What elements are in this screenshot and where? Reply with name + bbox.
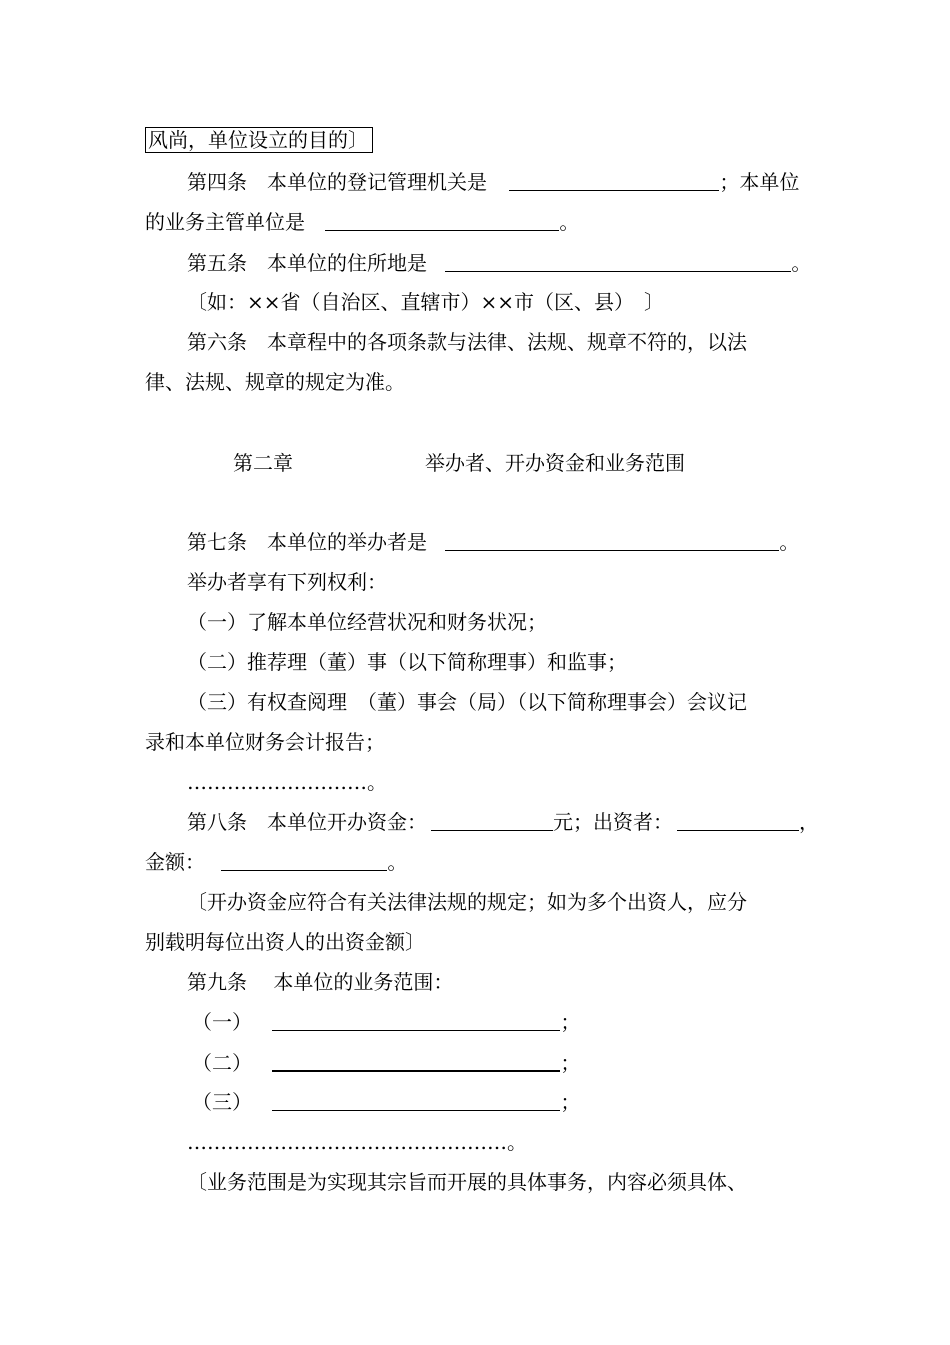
article-7-text: 第七条 本单位的举办者是 <box>187 530 427 554</box>
right-item-2: （二）推荐理（董）事（以下简称理事）和监事； <box>187 650 627 674</box>
scope-item-2 <box>192 1050 580 1075</box>
article-4-line-1 <box>187 170 799 194</box>
supervising-unit-blank[interactable] <box>325 210 559 231</box>
investor-blank[interactable] <box>677 810 799 831</box>
capital-note-line-1: 〔开办资金应符合有关法律法规的规定；如为多个出资人，应分 <box>187 890 747 914</box>
semicolon: ； <box>560 1090 581 1114</box>
boxed-text: 风尚，单位设立的目的〕 <box>145 127 373 153</box>
sponsor-blank[interactable] <box>445 530 779 551</box>
yuan-investor-label: 元；出资者： <box>553 810 673 834</box>
scope-item-3 <box>192 1090 580 1114</box>
semicolon: ； <box>560 1051 581 1075</box>
capital-note-line-2: 别载明每位出资人的出资金额〕 <box>145 930 425 954</box>
article-6-line-2: 律、法规、规章的规定为准。 <box>145 370 405 394</box>
article-9-line: 第九条 本单位的业务范围： <box>187 970 454 994</box>
bracket-note-purpose <box>145 128 373 152</box>
article-7-line <box>187 530 799 554</box>
scope-item-3-blank[interactable] <box>272 1090 560 1111</box>
article-6-line-1: 第六条 本章程中的各项条款与法律、法规、规章不符的，以法 <box>187 330 747 354</box>
article-8-line-1 <box>187 810 819 834</box>
article-8-text: 第八条 本单位开办资金： <box>187 810 427 834</box>
amount-blank[interactable] <box>221 850 387 871</box>
registration-authority-blank[interactable] <box>509 170 719 191</box>
chapter-title: 举办者、开办资金和业务范围 <box>425 451 685 475</box>
article-5-line <box>187 251 811 275</box>
scope-item-1 <box>192 1010 580 1034</box>
period: 。 <box>779 530 800 554</box>
article-8-line-2 <box>145 850 407 874</box>
chapter-number: 第二章 <box>233 451 293 475</box>
article-4-text: 第四条 本单位的登记管理机关是 <box>187 170 487 194</box>
semicolon: ； <box>560 1010 581 1034</box>
scope-item-3-label: （三） <box>192 1090 252 1114</box>
period: 。 <box>559 210 580 234</box>
scope-item-2-blank[interactable] <box>272 1050 560 1072</box>
address-example-note: 〔如：××省（自治区、直辖市）××市（区、县） 〕 <box>187 290 665 314</box>
period: 。 <box>791 251 812 275</box>
scope-item-2-label: （二） <box>192 1051 252 1075</box>
comma: ， <box>799 810 819 834</box>
scope-item-1-blank[interactable] <box>272 1010 560 1031</box>
supervisor-label: 的业务主管单位是 <box>145 210 305 234</box>
scope-item-1-label: （一） <box>192 1010 252 1034</box>
scope-ellipsis-line: …………………………………………。 <box>187 1130 527 1154</box>
period: 。 <box>387 850 408 874</box>
sponsor-rights-heading: 举办者享有下列权利： <box>187 570 387 594</box>
capital-amount-blank[interactable] <box>431 810 553 831</box>
address-blank[interactable] <box>445 251 791 272</box>
right-item-3-line-1: （三）有权查阅理 （董）事会（局）（以下简称理事会）会议记 <box>187 690 747 714</box>
article-4-suffix: ；本单位 <box>719 170 800 194</box>
right-item-1: （一）了解本单位经营状况和财务状况； <box>187 610 547 634</box>
article-5-text: 第五条 本单位的住所地是 <box>187 251 427 275</box>
right-item-3-line-2: 录和本单位财务会计报告； <box>145 730 385 754</box>
ellipsis-line: ………………………。 <box>187 770 387 794</box>
amount-label: 金额： <box>145 850 205 874</box>
article-4-line-2 <box>145 210 579 234</box>
scope-note-line-1: 〔业务范围是为实现其宗旨而开展的具体事务，内容必须具体、 <box>187 1170 747 1194</box>
